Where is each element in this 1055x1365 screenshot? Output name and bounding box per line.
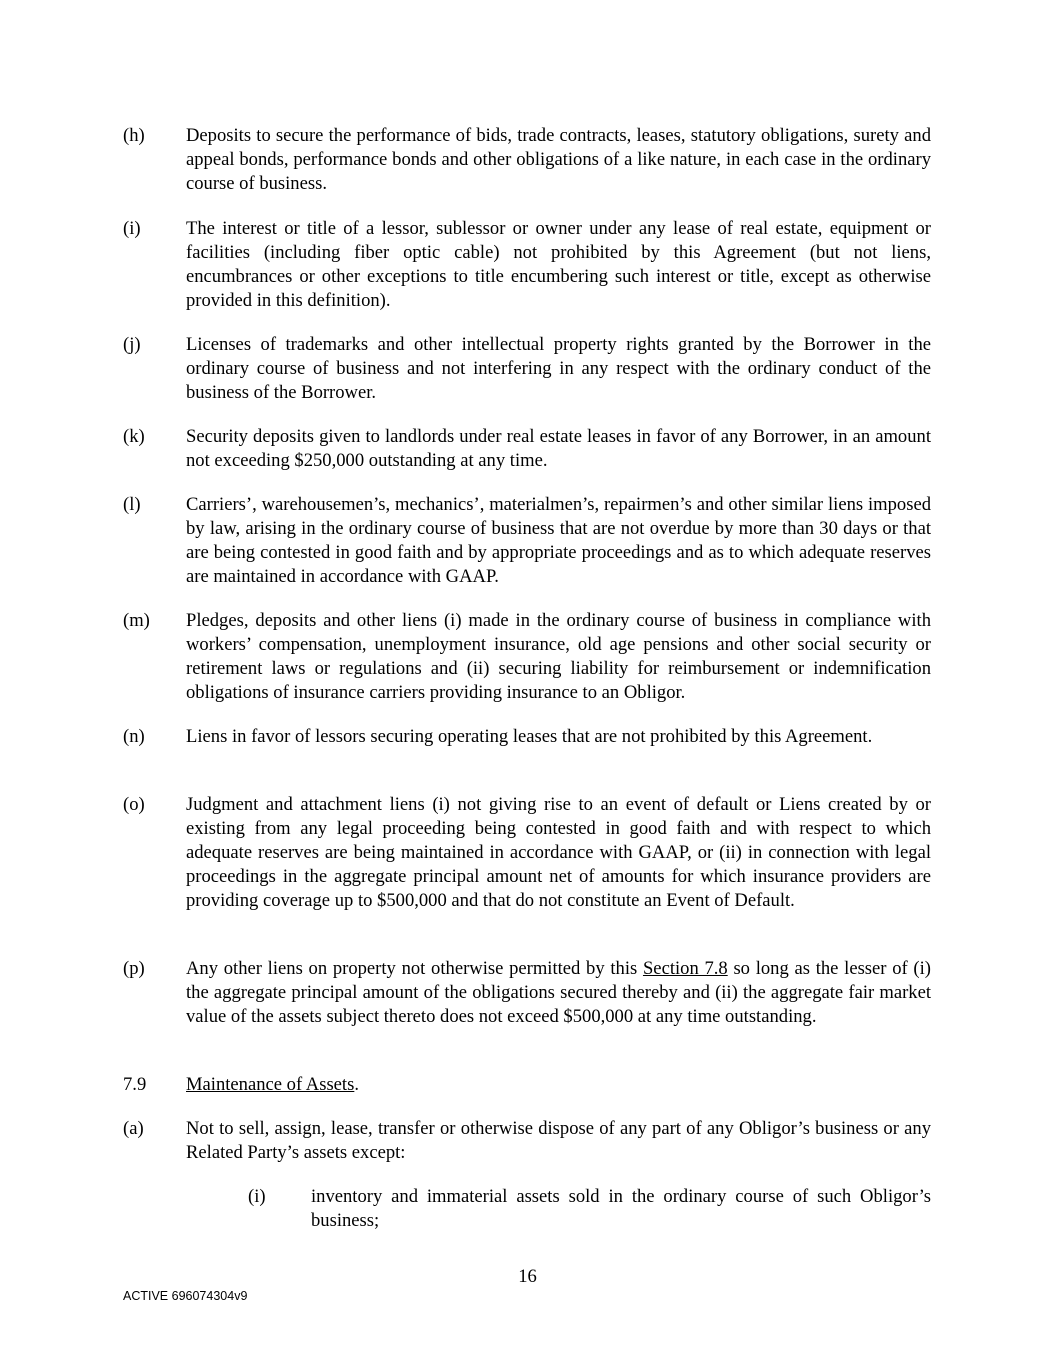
clause-i xyxy=(123,217,931,313)
clause-text-end: so long as the lesser of (i) the aggregate principal amount of the obligations secured thereby and (ii) the aggregate fair market value of the assets subject thereto does not exceed $500,000 at any time outstanding. xyxy=(186,958,931,1027)
clause-text: The interest or title of a lessor, sublessor or owner under any lease of real estate, equipment or facilities (including fiber optic cable) not prohibited by this Agreement (but not liens, encumbrances or other exceptions to title encumbering such interest or title, except as otherwise provided in this definition). xyxy=(186,218,931,311)
clause-label: (h) xyxy=(123,125,145,146)
clause-text: Liens in favor of lessors securing operating leases that are not prohibited by this Agreement. xyxy=(186,726,873,747)
clause-o xyxy=(123,793,931,913)
clause-text-start: Any other liens on property not otherwise permitted by this xyxy=(186,958,643,979)
section-reference-link[interactable]: Section 7.8 xyxy=(642,958,728,979)
subclause-i xyxy=(248,1185,931,1233)
clause-k xyxy=(123,425,931,473)
section-heading xyxy=(123,1073,931,1097)
clause-label: (k) xyxy=(123,426,145,447)
clause-label: (i) xyxy=(123,218,141,239)
section-title: Maintenance of Assets xyxy=(186,1074,355,1095)
clause-label: (p) xyxy=(123,958,145,979)
clause-m xyxy=(123,609,931,705)
clause-label: (l) xyxy=(123,494,141,515)
page-number: 16 xyxy=(518,1266,537,1287)
clause-j xyxy=(123,333,931,405)
clause-n xyxy=(123,725,931,749)
clause-text xyxy=(186,957,931,1029)
clause-l xyxy=(123,493,931,589)
clause-text: Pledges, deposits and other liens (i) made in the ordinary course of business in compliance with workers’ compensation, unemployment insurance, old age pensions and other social security or retirement laws or regulations and (ii) securing liability for reimbursement or indemnification obligations of insurance carriers providing insurance to an Obligor. xyxy=(186,610,931,703)
section-number: 7.9 xyxy=(123,1074,147,1095)
subclause-label: (i) xyxy=(248,1186,266,1207)
clause-label: (j) xyxy=(123,334,141,355)
section-title-punct: . xyxy=(354,1074,359,1095)
clause-label: (o) xyxy=(123,794,145,815)
clause-text: Not to sell, assign, lease, transfer or otherwise dispose of any part of any Obligor’s business or any Related Party’s assets except: xyxy=(186,1118,931,1163)
clause-text: Deposits to secure the performance of bids, trade contracts, leases, statutory obligations, surety and appeal bonds, performance bonds and other obligations of a like nature, in each case in the ordinary course of business. xyxy=(186,125,931,194)
section-title-line xyxy=(186,1073,931,1097)
clause-a xyxy=(123,1117,931,1165)
clause-text: Security deposits given to landlords under real estate leases in favor of any Borrower, in an amount not exceeding $250,000 outstanding at any time. xyxy=(186,426,931,471)
clause-h xyxy=(123,124,931,196)
subclause-text: inventory and immaterial assets sold in the ordinary course of such Obligor’s business; xyxy=(311,1186,931,1231)
clause-label: (a) xyxy=(123,1118,144,1139)
clause-label: (m) xyxy=(123,610,150,631)
document-footer-id: ACTIVE 696074304v9 xyxy=(123,1289,248,1303)
clause-text: Carriers’, warehousemen’s, mechanics’, materialmen’s, repairmen’s and other similar liens imposed by law, arising in the ordinary course of business that are not overdue by more than 30 days or that are being contested in good faith and by appropriate proceedings and as to which adequate reserves are maintained in accordance with GAAP. xyxy=(186,494,931,587)
clause-p xyxy=(123,957,931,1029)
clause-text: Judgment and attachment liens (i) not giving rise to an event of default or Liens created by or existing from any legal proceeding being contested in good faith and with respect to which adequate reserves are being maintained in accordance with GAAP, or (ii) in connection with legal proceedings in the aggregate principal amount net of amounts for which insurance providers are providing coverage up to $500,000 and that do not constitute an Event of Default. xyxy=(186,794,931,911)
clause-text: Licenses of trademarks and other intellectual property rights granted by the Borrower in the ordinary course of business and not interfering in any respect with the ordinary conduct of the business of the Borrower. xyxy=(186,334,931,403)
clause-label: (n) xyxy=(123,726,145,747)
